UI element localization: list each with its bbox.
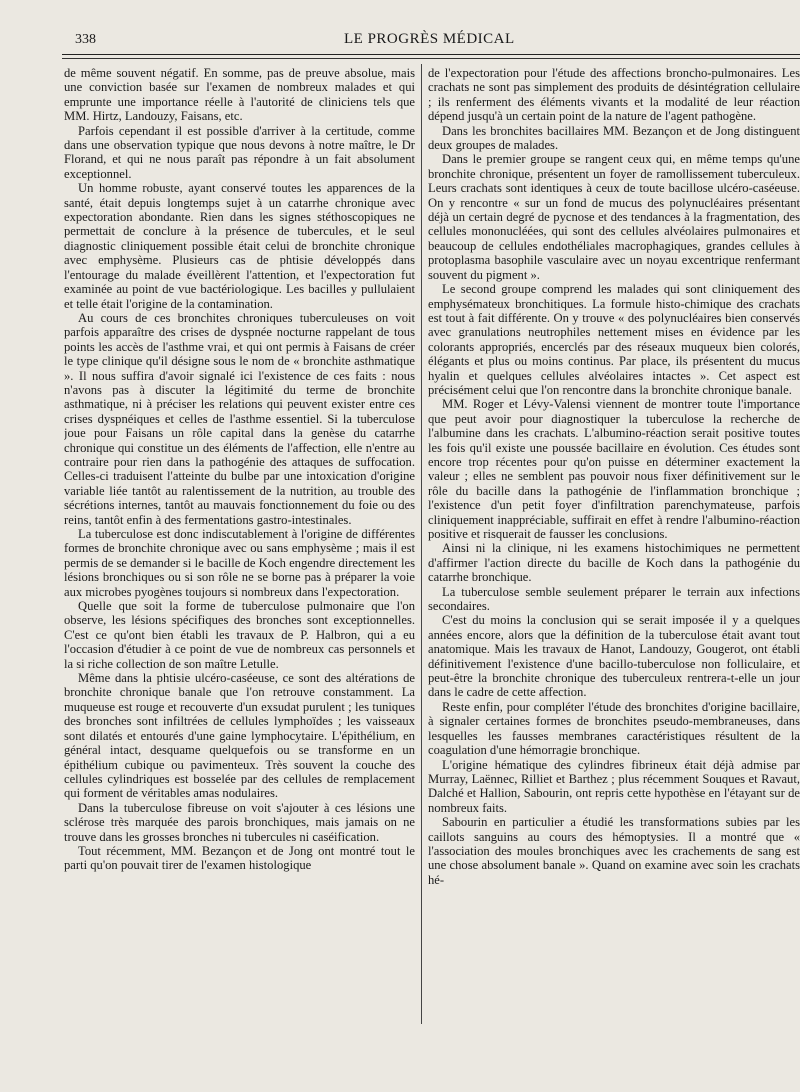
paragraph: Même dans la phtisie ulcéro-caséeuse, ce sont des altérations de bronchite chronique banale que l'on retrouve constamment. La muqueuse est rouge et recouverte d'un exsudat purulent ; les tuniques des bronches sont infiltrées de cellules lymphoïdes ; les vaisseaux sont dilatés et entourés d'une gaine lymphocytaire. L'épithélium, en général intact, desquame quelquefois ou se transforme en un épithélium cubique ou pavimenteux. Très souvent la couche des cellules cylindriques est bosselée par des cellules de remplacement qui forment de véritables amas nodulaires.	[64, 671, 415, 801]
paragraph: de l'expectoration pour l'étude des affections broncho-pulmonaires. Les crachats ne sont pas simplement des produits de désintégration cellulaire ; ils renferment des éléments vivants et la modalité de leur réaction dépend jusqu'à un certain point de la nature de l'agent pathogène.	[428, 66, 800, 124]
paragraph: Reste enfin, pour compléter l'étude des bronchites d'origine bacillaire, à signaler certaines formes de bronchites pseudo-membraneuses, dans lesquelles les fausses membranes caractéristiques résultent de la coagulation d'une hémorragie bronchique.	[428, 699, 800, 758]
page-header	[62, 28, 800, 50]
header-rule-thin	[62, 58, 800, 59]
paragraph: Ainsi ni la clinique, ni les examens histochimiques ne permettent d'affirmer l'action directe du bacille de Koch dans la pathogénie du catarrhe bronchique.	[428, 541, 800, 585]
paragraph: Sabourin en particulier a étudié les transformations subies par les caillots sanguins au cours des hémoptysies. Il a montré que « l'association des moules bronchiques avec les crachements de sang est une chose absolument banale ». Quand on examine avec soin les crachats hé-	[428, 815, 800, 887]
paragraph: de même souvent négatif. En somme, pas de preuve absolue, mais une conviction basée sur l'examen de nombreux malades et qui emprunte une importance réelle à l'autorité de cliniciens tels que MM. Hirtz, Landouzy, Faisans, etc.	[64, 66, 415, 124]
paragraph: La tuberculose semble seulement préparer le terrain aux infections secondaires.	[428, 584, 800, 614]
paragraph: Dans le premier groupe se rangent ceux qui, en même temps qu'une bronchite chronique, présentent un foyer de ramollissement tuberculeux. Leurs crachats sont identiques à ceux de toute bacillose ulcéro-caséeuse. On y rencontre « sur un fond de mucus des polynucléaires présentant déjà un certain degré de pycnose et des tendances à la fragmentation, des cellules mononucléées, qui sont des cellules alvéolaires pulmonaires et beaucoup de cellules endothéliales macrophagiques, grandes cellules à protoplasma basophile vasculaire avec un noyau excentrique renfermant souvent du pigment ».	[428, 152, 800, 282]
running-title: LE PROGRÈS MÉDICAL	[344, 31, 515, 47]
left-column	[64, 66, 415, 1090]
paragraph: Dans la tuberculose fibreuse on voit s'ajouter à ces lésions une sclérose très marquée des parois bronchiques, mais jamais on ne trouve dans les grosses bronches ni tubercules ni caséification.	[64, 800, 415, 844]
paragraph: MM. Roger et Lévy-Valensi viennent de montrer toute l'importance que peut avoir pour diagnostiquer la tuberculose la recherche de l'albumine dans les crachats. L'albumino-réaction serait positive toutes les fois qu'il existe une poussée bacillaire en évolution. Ces études sont encore trop récentes pour qu'on puisse en déterminer exactement la valeur ; elles ne semblent pas pouvoir nous fixer définitivement sur le rôle du bacille dans la pathogénie de l'inflammation bronchique ; l'existence d'un petit foyer d'infiltration parenchymateuse, parfois cliniquement inappréciable, suffirait en effet à rendre l'albumino-réaction positive et risquerait de fausser les conclusions.	[428, 397, 800, 541]
paragraph: La tuberculose est donc indiscutablement à l'origine de différentes formes de bronchite chronique avec ou sans emphysème ; mais il est permis de se demander si le bacille de Koch engendre directement les lésions bronchiques ou si son rôle ne se borne pas à préparer la voie aux microbes pyogènes toujours si nombreux dans l'expectoration.	[64, 527, 415, 599]
right-column	[428, 66, 800, 1090]
paragraph: Dans les bronchites bacillaires MM. Bezançon et de Jong distinguent deux groupes de malades.	[428, 123, 800, 153]
page-number: 338	[75, 32, 96, 47]
paragraph: L'origine hématique des cylindres fibrineux était déjà admise par Murray, Laënnec, Rilliet et Barthez ; plus récemment Souques et Ravaut, Dalché et Hallion, Sabourin, ont repris cette hypothèse en l'étayant sur de nombreux faits.	[428, 757, 800, 815]
column-divider	[421, 64, 422, 1024]
paragraph: Au cours de ces bronchites chroniques tuberculeuses on voit parfois apparaître des crises de dyspnée nocturne rappelant de tous points les accès de l'asthme vrai, et qui ont permis à Faisans de créer le type clinique qu'il désigne sous le nom de « bronchite asthmatique ». Il nous suffira d'avoir signalé ici l'existence de ces faits : nous n'avons pas à discuter la légitimité du terme de bronchite asthmatique, ni à préciser les relations qui peuvent exister entre ces crises dyspnéiques et celles de l'asthme essentiel. Si la tuberculose joue pour Faisans un rôle capital dans la genèse du catarrhe chronique qui constitue un des éléments de l'affection, elle n'entre au contraire pour rien dans la pathogénie des attaques de suffocation. Celles-ci traduisent l'atteinte du bulbe par une intoxication d'origine variable liée tantôt au ralentissement de la nutrition, au trouble des sécrétions internes, tantôt au mauvais fonctionnement du foie ou des reins, tantôt enfin à des fermentations gastro-intestinales.	[64, 310, 415, 527]
paragraph: Quelle que soit la forme de tuberculose pulmonaire que l'on observe, les lésions spécifiques des bronches sont exceptionnelles. C'est ce qu'ont bien établi les travaux de P. Halbron, qui a eu l'occasion d'étudier à ce point de vue de nombreux cas personnels et la si riche collection de son maître Letulle.	[64, 599, 415, 671]
paragraph: Le second groupe comprend les malades qui sont cliniquement des emphysémateux bronchitiques. La formule histo-chimique des crachats est tout à fait différente. On y trouve « des polynucléaires bien conservés avec granulations neutrophiles nettement mises en évidence par les colorants appropriés, encerclés par des réseaux muqueux bien colorés, élégants et plus ou moins continus. Par place, ils présentent du mucus hyalin et quelques cellules alvéolaires intactes ». Cet aspect est précisément celui que l'on rencontre dans la bronchite chronique banale.	[428, 282, 800, 397]
paragraph: Parfois cependant il est possible d'arriver à la certitude, comme dans une observation typique que nous devons à notre maître, le Dr Florand, et qui ne nous paraît pas répondre à un fait absolument exceptionnel.	[64, 123, 415, 181]
paragraph: Un homme robuste, ayant conservé toutes les apparences de la santé, était depuis longtemps sujet à un catarrhe chronique avec expectoration abondante. Rien dans les signes stéthoscopiques ne permettait de conclure à la présence de tubercules, et le seul diagnostic cliniquement possible était celui de bronchite chronique avec emphysème. Plusieurs cas de phtisie développés dans l'entourage du malade éveillèrent l'attention, et l'expectoration fut examinée au point de vue bactériologique. Les bacilles y pullulaient et telle était l'origine de la contamination.	[64, 181, 415, 311]
paragraph: C'est du moins la conclusion qui se serait imposée il y a quelques années encore, alors que la définition de la tuberculose était avant tout anatomique. Mais les travaux de Hanot, Landouzy, Gougerot, ont établi définitivement l'existence d'une bacillo-tuberculose non folliculaire, et peut-être la bronchite chronique des tuberculeux rentrera-t-elle un jour dans le cadre de cette affection.	[428, 613, 800, 700]
header-rule-thick	[62, 54, 800, 55]
paragraph: Tout récemment, MM. Bezançon et de Jong ont montré tout le parti qu'on pouvait tirer de l'examen histologique	[64, 843, 415, 873]
